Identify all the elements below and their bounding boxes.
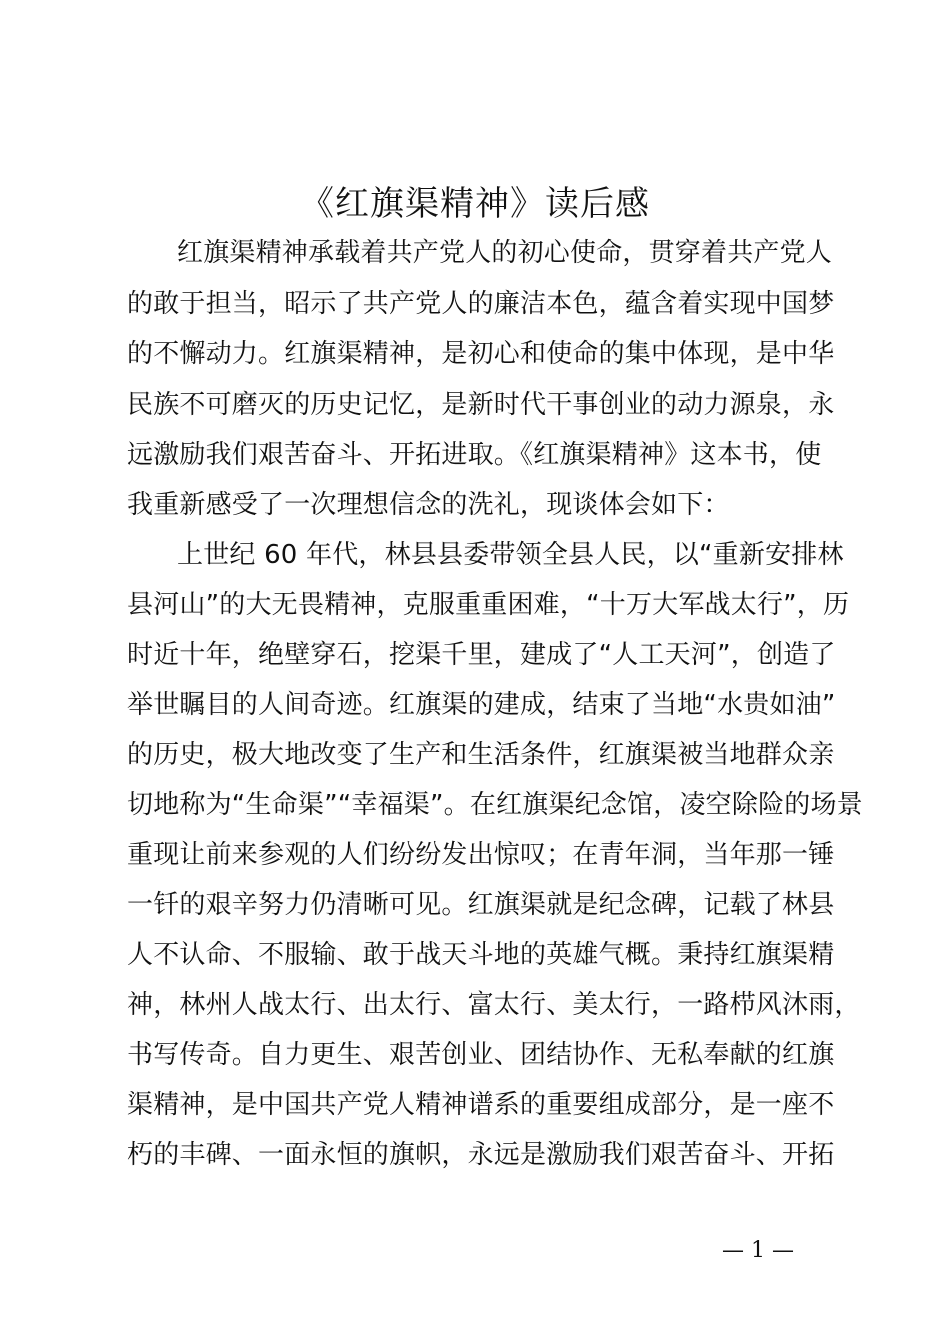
- text-line: 我重新感受了一次理想信念的洗礼，现谈体会如下：: [127, 490, 730, 520]
- text-line: 的不懈动力。红旗渠精神，是初心和使命的集中体现，是中华: [127, 339, 835, 369]
- page-number: — 1 —: [722, 1238, 794, 1263]
- text-line: 民族不可磨灭的历史记忆，是新时代干事创业的动力源泉，永: [127, 390, 835, 420]
- text-line: 的敢于担当，昭示了共产党人的廉洁本色，蕴含着实现中国梦: [127, 289, 835, 319]
- text-line: 朽的丰碑、一面永恒的旗帜，永远是激励我们艰苦奋斗、开拓: [127, 1140, 835, 1170]
- text-line: 红旗渠精神承载着共产党人的初心使命，贯穿着共产党人: [177, 238, 833, 268]
- text-line: 时近十年，绝壁穿石，挖渠千里，建成了“人工天河”，创造了: [127, 640, 836, 670]
- text-line: 远激励我们艰苦奋斗、开拓进取。《红旗渠精神》这本书，使: [127, 440, 822, 470]
- text-line: 书写传奇。自力更生、艰苦创业、团结协作、无私奉献的红旗: [127, 1040, 835, 1070]
- text-line: 渠精神，是中国共产党人精神谱系的重要组成部分，是一座不: [127, 1090, 835, 1120]
- text-line: 人不认命、不服输、敢于战天斗地的英雄气概。秉持红旗渠精: [127, 940, 835, 970]
- text-line: 一钎的艰辛努力仍清晰可见。红旗渠就是纪念碑，记载了林县: [127, 890, 835, 920]
- text-line: 神，林州人战太行、出太行、富太行、美太行，一路栉风沐雨，: [127, 990, 861, 1020]
- text-line: 上世纪 60 年代，林县县委带领全县人民，以“重新安排林: [177, 540, 844, 570]
- text-line: 县河山”的大无畏精神，克服重重困难，“十万大军战太行”，历: [127, 590, 850, 620]
- text-line: 的历史，极大地改变了生产和生活条件，红旗渠被当地群众亲: [127, 740, 835, 770]
- text-line: 举世瞩目的人间奇迹。红旗渠的建成，结束了当地“水贵如油”: [127, 690, 836, 720]
- page-title: 《红旗渠精神》读后感: [300, 184, 650, 224]
- text-line: 切地称为“生命渠”“幸福渠”。在红旗渠纪念馆，凌空除险的场景: [127, 790, 863, 820]
- text-line: 重现让前来参观的人们纷纷发出惊叹；在青年洞，当年那一锤: [127, 840, 835, 870]
